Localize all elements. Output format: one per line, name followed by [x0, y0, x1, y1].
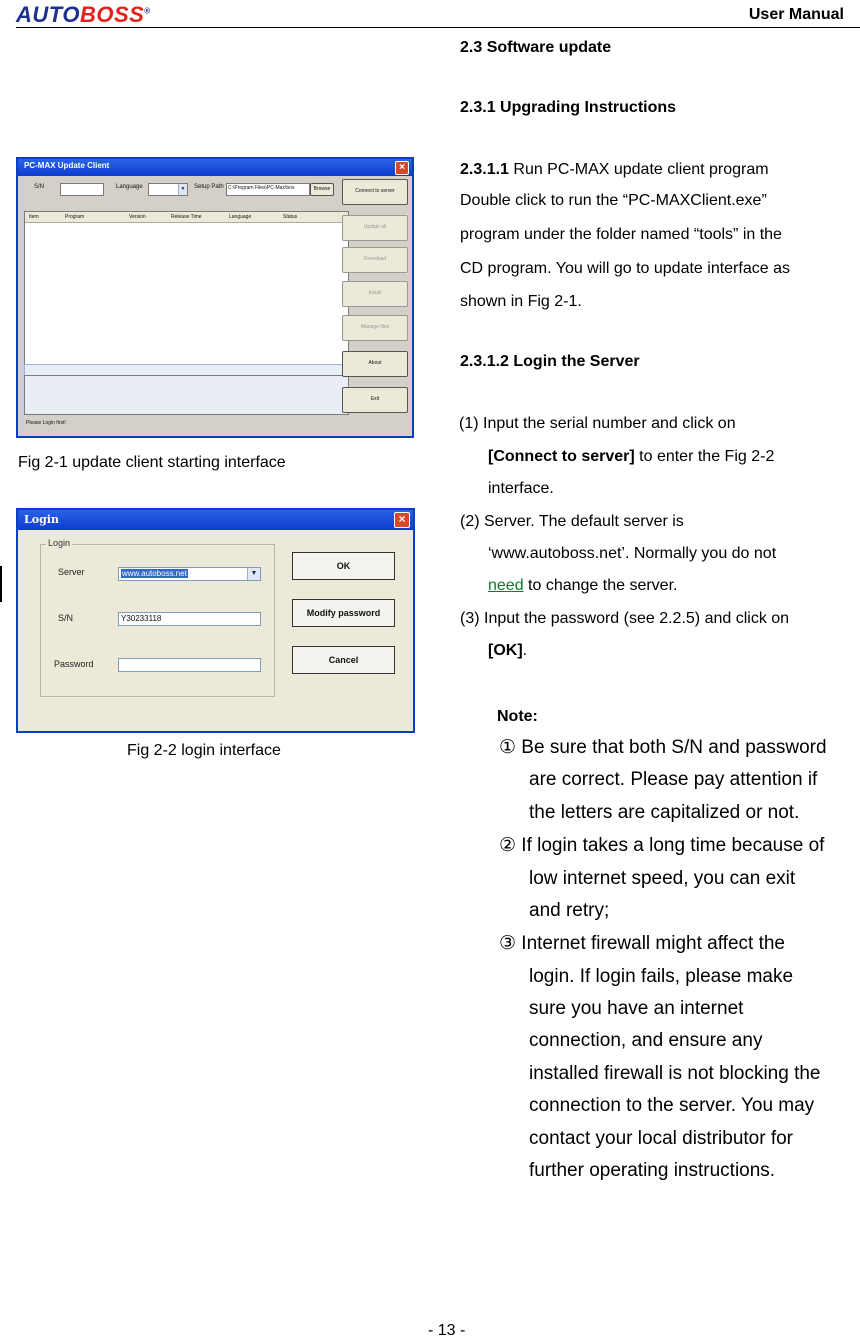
item2-line: (2) Server. The default server is — [460, 513, 684, 530]
note-line: connection, and ensure any — [529, 1030, 763, 1051]
item2-line: need to change the server. — [488, 577, 678, 594]
manage-files-button[interactable]: Manage files — [342, 315, 408, 341]
password-label: Password — [54, 659, 94, 669]
server-label: Server — [58, 567, 85, 577]
item3-line: (3) Input the password (see 2.2.5) and click on — [460, 610, 790, 627]
login-window — [16, 508, 415, 733]
connect-to-server-button[interactable]: Connect to server — [342, 179, 408, 205]
note-line: installed firewall is not blocking the — [529, 1063, 821, 1084]
update-client-window — [16, 157, 414, 438]
program-list-header — [25, 212, 348, 223]
cancel-button[interactable]: Cancel — [292, 646, 395, 674]
status-text: Please Login first! — [26, 420, 66, 426]
sn-label: S/N — [34, 184, 45, 190]
update-client-window-title: PC-MAX Update Client — [24, 161, 110, 170]
note-line: low internet speed, you can exit — [529, 868, 796, 889]
about-button[interactable]: About — [342, 351, 408, 377]
page-number: - 13 - — [428, 1322, 466, 1339]
close-icon[interactable]: × — [395, 161, 409, 175]
download-button[interactable]: Download — [342, 247, 408, 273]
sn-input[interactable]: Y30233118 — [118, 612, 261, 626]
login-titlebar — [18, 510, 413, 530]
note-line: further operating instructions. — [529, 1160, 776, 1181]
step1-heading: 2.3.1.1 Run PC-MAX update client program — [460, 161, 769, 178]
item1-line: [Connect to server] to enter the Fig 2-2 — [488, 448, 775, 465]
program-list[interactable] — [24, 211, 349, 366]
note-line: and retry; — [529, 900, 610, 921]
step1-line: shown in Fig 2-1. — [460, 293, 582, 310]
update-all-button[interactable]: Update all — [342, 215, 408, 241]
note-line: are correct. Please pay attention if — [529, 769, 818, 790]
step1-line: CD program. You will go to update interface as — [460, 260, 790, 277]
column-header: Status — [283, 214, 298, 220]
note-line: ③ Internet firewall might affect the — [499, 933, 785, 954]
header-title: User Manual — [748, 6, 844, 23]
note-line: sure you have an internet — [529, 998, 744, 1019]
fig-2-2-caption: Fig 2-2 login interface — [127, 742, 281, 759]
item3-line: [OK]. — [488, 642, 528, 659]
install-button[interactable]: Install — [342, 281, 408, 307]
login-window-title: Login — [24, 513, 59, 526]
column-header: Program — [65, 214, 85, 220]
step1-line: Double click to run the “PC-MAXClient.exe” — [460, 192, 767, 209]
password-input[interactable] — [118, 658, 261, 672]
item1-line: interface. — [488, 480, 554, 497]
sn-label: S/N — [58, 613, 74, 623]
header-rule — [16, 27, 860, 28]
language-label: Language — [116, 184, 143, 190]
note-line: connection to the server. You may — [529, 1095, 815, 1116]
update-client-titlebar — [18, 159, 412, 176]
browse-button[interactable]: Browse — [310, 183, 334, 196]
note-line: the letters are capitalized or not. — [529, 802, 800, 823]
column-header: Item — [29, 214, 39, 220]
log-box — [24, 375, 349, 415]
language-select[interactable] — [148, 183, 188, 196]
setup-path-value: C:\Program Files\PC-Max\bos — [228, 185, 295, 191]
step1-line: program under the folder named “tools” in the — [460, 226, 782, 243]
autoboss-logo: AUTOBOSS® — [16, 2, 151, 27]
login-group-label: Login — [48, 538, 71, 548]
chevron-down-icon: ▼ — [178, 184, 187, 195]
note-line: login. If login fails, please make — [529, 966, 794, 987]
margin-mark — [0, 566, 2, 602]
ok-button[interactable]: OK — [292, 552, 395, 580]
setup-path-label: Setup Path — [194, 184, 224, 190]
server-value: www.autoboss.net — [122, 569, 187, 578]
sn-input[interactable] — [60, 183, 104, 196]
item1-line: (1) Input the serial number and click on — [459, 415, 736, 432]
column-header: Version — [129, 214, 146, 220]
item2-line: ‘www.autoboss.net’. Normally you do not — [488, 545, 777, 562]
close-icon[interactable]: × — [394, 512, 410, 528]
chevron-down-icon: ▼ — [247, 568, 260, 580]
setup-path-input[interactable] — [226, 183, 310, 196]
section-title: 2.3 Software update — [460, 39, 612, 56]
note-line: ② If login takes a long time because of — [499, 835, 825, 856]
column-header: Language — [229, 214, 252, 220]
subsection-title: 2.3.1 Upgrading Instructions — [460, 99, 677, 116]
modify-password-button[interactable]: Modify password — [292, 599, 395, 627]
note-line: ① Be sure that both S/N and password — [499, 737, 827, 758]
column-header: Release Time — [171, 214, 202, 220]
note-label: Note: — [497, 708, 538, 725]
need-link[interactable]: need — [488, 577, 524, 594]
fig-2-1-caption: Fig 2-1 update client starting interface — [18, 454, 286, 471]
server-select[interactable] — [118, 567, 261, 581]
step2-heading: 2.3.1.2 Login the Server — [460, 353, 640, 370]
exit-button[interactable]: Exit — [342, 387, 408, 413]
note-line: contact your local distributor for — [529, 1128, 794, 1149]
